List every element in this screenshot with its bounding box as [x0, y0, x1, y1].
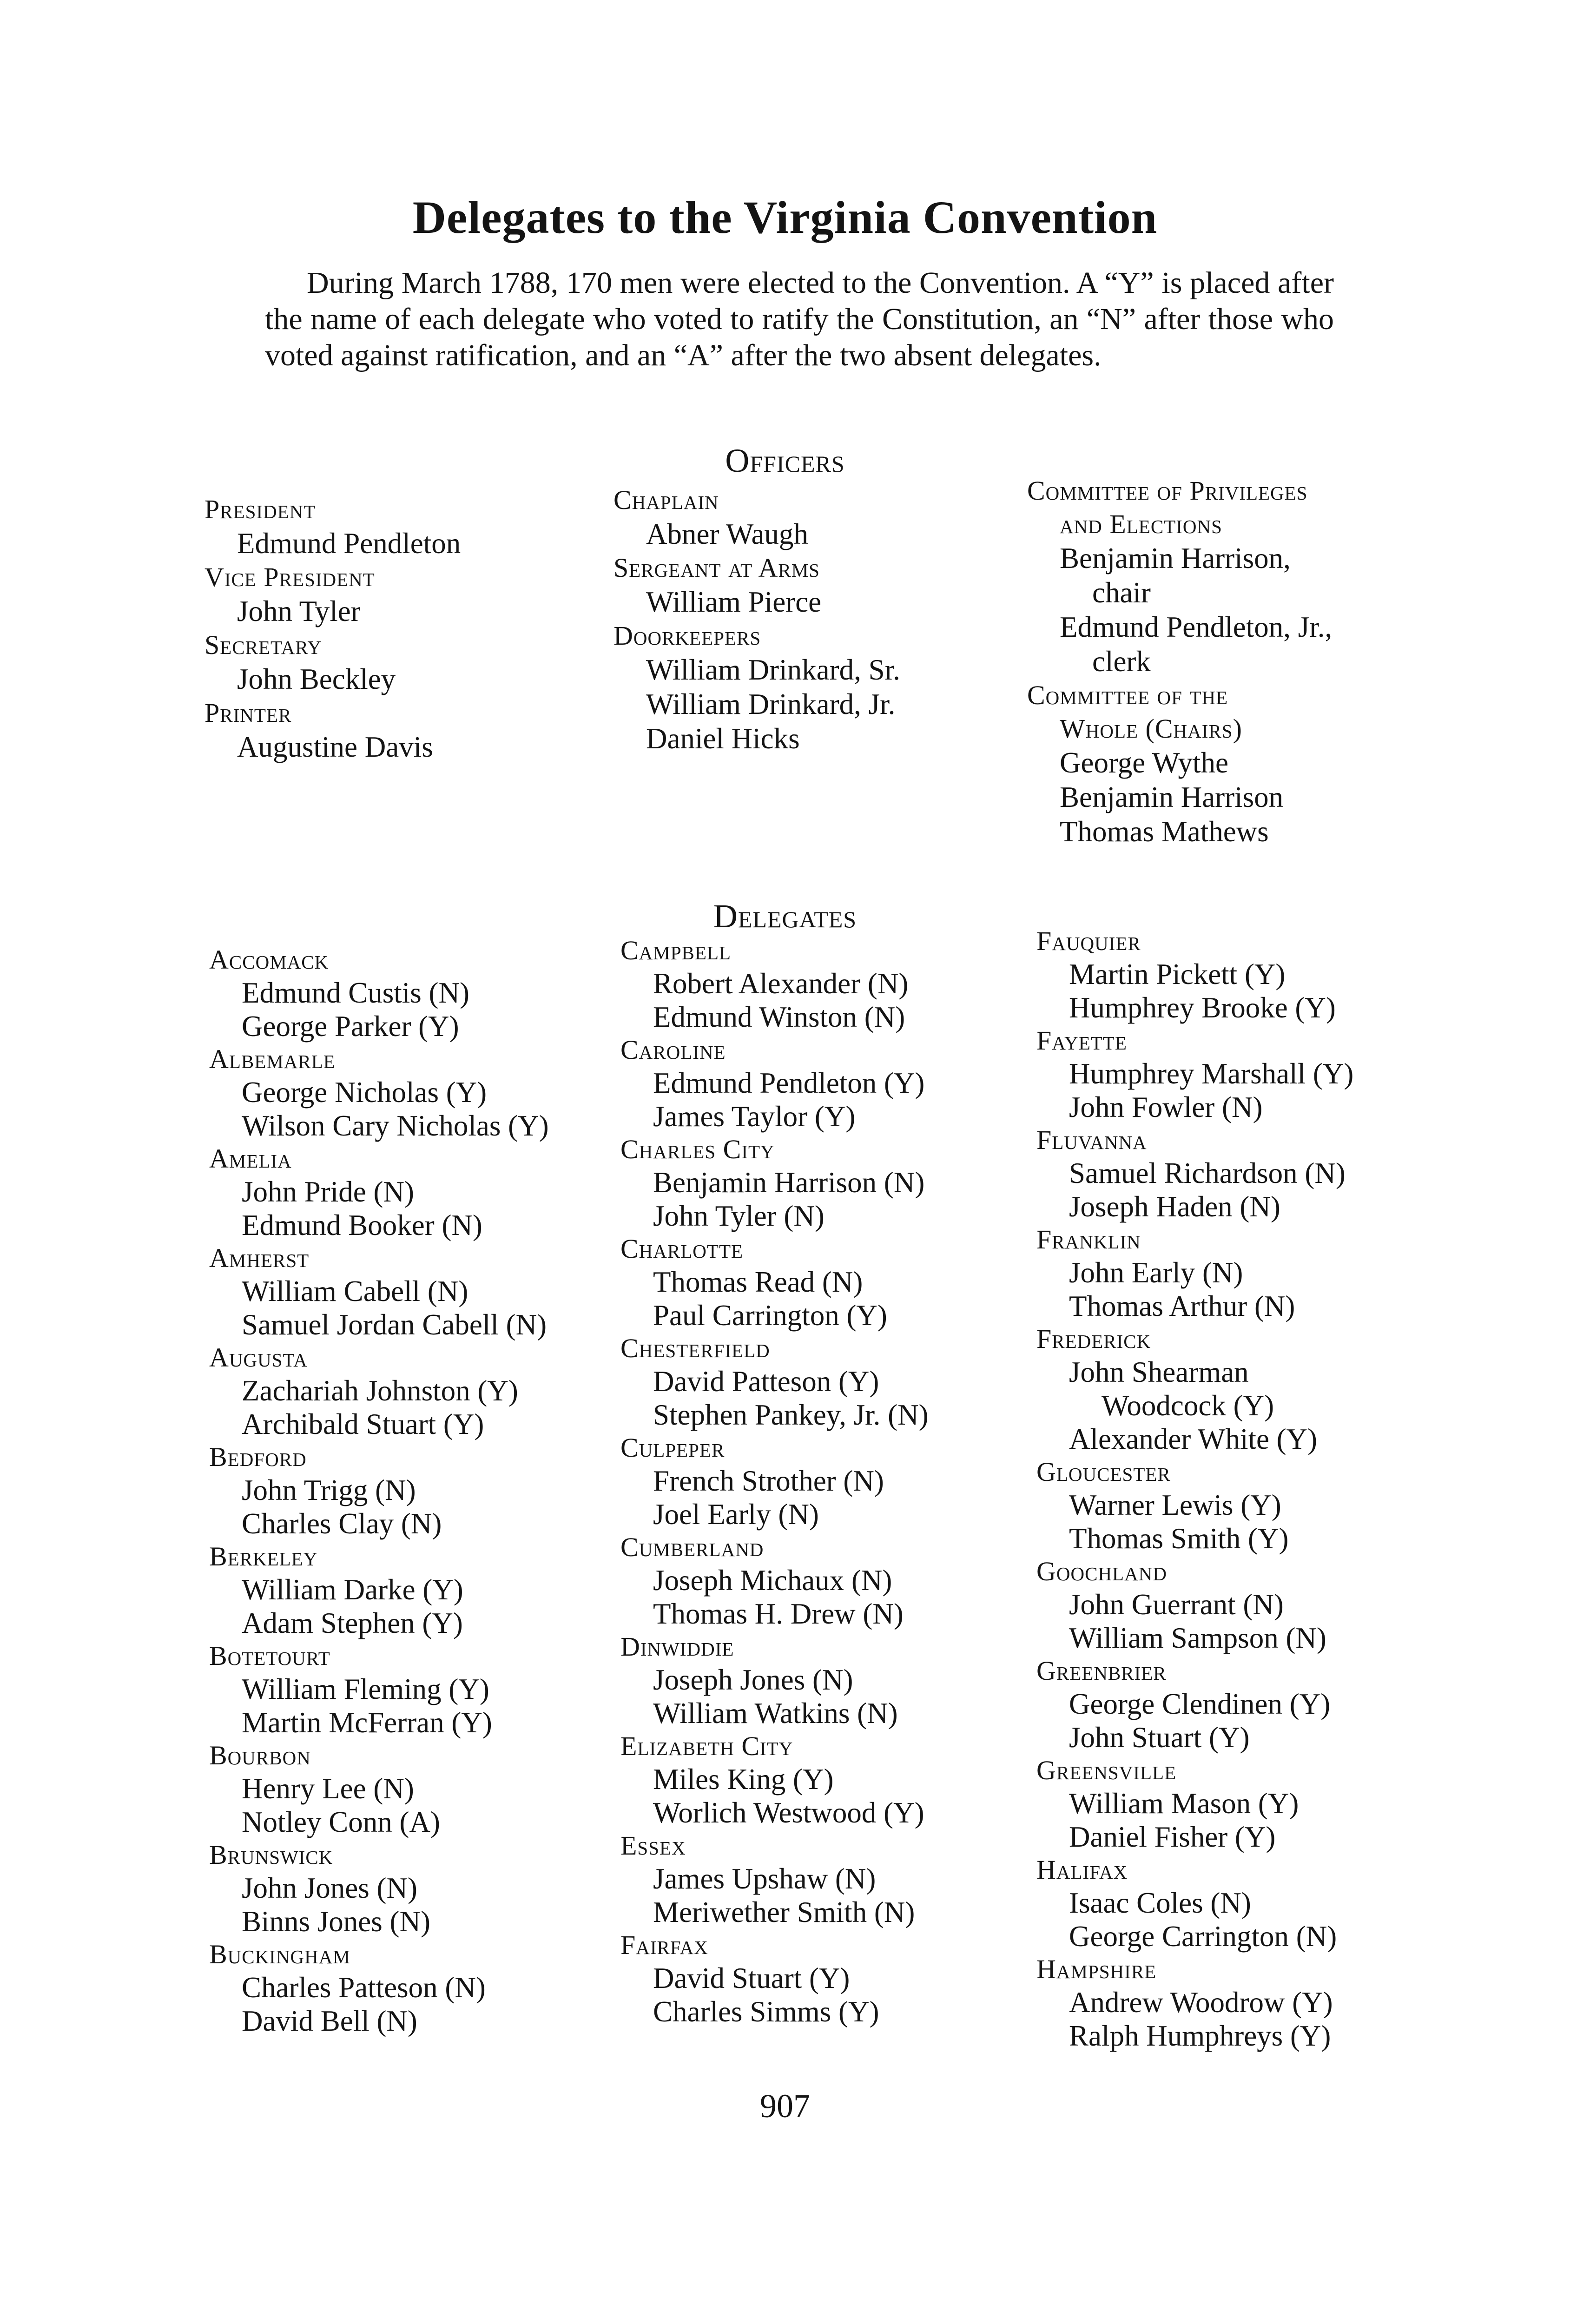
delegate-name: William Mason (Y) [1069, 1787, 1299, 1820]
delegates-col-3 [1036, 925, 1353, 2053]
delegate-name: Wilson Cary Nicholas (Y) [242, 1109, 549, 1142]
delegate-name: Ralph Humphreys (Y) [1069, 2020, 1331, 2052]
officer-name: William Pierce [646, 586, 822, 618]
county-name: Amelia [209, 1143, 292, 1174]
county-name: Hampshire [1036, 1954, 1157, 1984]
county-name: Dinwiddie [620, 1631, 734, 1662]
county-name: Bedford [209, 1442, 307, 1472]
county-name: Frederick [1036, 1324, 1151, 1354]
officer-name: Augustine Davis [237, 731, 433, 763]
delegate-name: Daniel Fisher (Y) [1069, 1821, 1276, 1853]
county-name: Elizabeth City [620, 1731, 793, 1761]
delegate-name: Thomas Smith (Y) [1069, 1522, 1289, 1555]
delegate-name: Adam Stephen (Y) [242, 1607, 463, 1639]
county-name: Franklin [1036, 1224, 1141, 1254]
officer-name: Abner Waugh [646, 518, 808, 550]
county-name: Bourbon [209, 1740, 311, 1770]
committee-member: Benjamin Harrison, [1060, 542, 1291, 574]
officer-label: Printer [204, 698, 292, 728]
officer-label: Doorkeepers [613, 621, 761, 651]
officer-label: Sergeant at Arms [613, 553, 820, 583]
county-name: Goochland [1036, 1556, 1167, 1586]
county-name: Albemarle [209, 1044, 336, 1074]
delegate-name: Joel Early (N) [653, 1498, 819, 1531]
delegate-name: George Nicholas (Y) [242, 1076, 487, 1109]
delegate-name: James Upshaw (N) [653, 1862, 876, 1895]
delegate-name: Edmund Booker (N) [242, 1209, 482, 1241]
delegate-name: David Patteson (Y) [653, 1365, 879, 1398]
officer-label: Secretary [204, 630, 322, 660]
county-name: Gloucester [1036, 1457, 1171, 1487]
officer-name: Daniel Hicks [646, 722, 800, 755]
county-name: Essex [620, 1830, 686, 1861]
delegate-name: John Tyler (N) [653, 1200, 825, 1232]
delegate-name: Worlich Westwood (Y) [653, 1796, 924, 1829]
committee-label: Committee of Privileges [1027, 475, 1308, 506]
officers-heading: Officers [725, 442, 845, 479]
delegate-name: Joseph Haden (N) [1069, 1190, 1280, 1223]
delegate-name: David Stuart (Y) [653, 1962, 850, 1994]
delegate-name: Joseph Michaux (N) [653, 1564, 892, 1597]
county-name: Halifax [1036, 1855, 1128, 1885]
delegate-name: James Taylor (Y) [653, 1100, 856, 1133]
delegate-name: John Fowler (N) [1069, 1091, 1263, 1123]
delegate-name: John Stuart (Y) [1069, 1721, 1250, 1754]
committee-member: Thomas Mathews [1060, 815, 1269, 848]
delegate-name: Edmund Custis (N) [242, 977, 470, 1009]
committee-member: clerk [1092, 645, 1151, 678]
delegate-name: Henry Lee (N) [242, 1772, 414, 1805]
delegate-name: Humphrey Marshall (Y) [1069, 1057, 1354, 1090]
officers-col-1 [204, 493, 461, 764]
delegate-name: George Parker (Y) [242, 1010, 459, 1043]
officers-col-2 [613, 483, 900, 756]
delegate-name: Humphrey Brooke (Y) [1069, 991, 1336, 1024]
county-name: Cumberland [620, 1532, 764, 1562]
committee-member: chair [1092, 576, 1151, 609]
county-name: Fauquier [1036, 926, 1141, 956]
delegate-name: Thomas Arthur (N) [1069, 1290, 1295, 1322]
delegate-name: Martin McFerran (Y) [242, 1706, 492, 1739]
delegates-col-1 [209, 944, 549, 2038]
delegate-name: George Clendinen (Y) [1069, 1688, 1331, 1720]
county-name: Amherst [209, 1243, 310, 1273]
delegate-name: George Carrington (N) [1069, 1920, 1337, 1953]
page-title: Delegates to the Virginia Convention [412, 191, 1158, 243]
delegate-name: David Bell (N) [242, 2005, 417, 2037]
committee-member: Edmund Pendleton, Jr., [1060, 611, 1333, 643]
delegate-name: John Guerrant (N) [1069, 1588, 1284, 1621]
delegate-name: Charles Clay (N) [242, 1507, 442, 1540]
county-name: Berkeley [209, 1541, 318, 1571]
committee-member: George Wythe [1060, 746, 1229, 779]
delegate-name: Zachariah Johnston (Y) [242, 1374, 518, 1407]
delegate-name: John Early (N) [1069, 1256, 1243, 1289]
delegates-col-2 [620, 934, 929, 2028]
committee-label: Whole (Chairs) [1060, 713, 1242, 744]
delegate-name: Andrew Woodrow (Y) [1069, 1986, 1333, 2019]
county-name: Charles City [620, 1134, 775, 1164]
delegate-name: Edmund Winston (N) [653, 1001, 905, 1033]
officer-name: William Drinkard, Sr. [646, 654, 900, 686]
delegate-name: Paul Carrington (Y) [653, 1299, 887, 1332]
delegate-name-continuation: Woodcock (Y) [1102, 1389, 1274, 1422]
delegate-name: Samuel Jordan Cabell (N) [242, 1308, 547, 1341]
delegate-name: Benjamin Harrison (N) [653, 1166, 925, 1199]
county-name: Charlotte [620, 1234, 744, 1264]
delegate-name: John Trigg (N) [242, 1474, 416, 1506]
intro-paragraph [265, 265, 1334, 374]
delegate-name: William Cabell (N) [242, 1275, 468, 1307]
county-name: Chesterfield [620, 1333, 770, 1363]
delegates-heading: Delegates [713, 898, 857, 935]
delegate-name: Thomas Read (N) [653, 1266, 863, 1298]
county-name: Greensville [1036, 1755, 1177, 1785]
county-name: Fairfax [620, 1930, 708, 1960]
delegate-name: Alexander White (Y) [1069, 1423, 1318, 1455]
officer-name: Edmund Pendleton [237, 527, 461, 560]
delegate-name: John Shearman [1069, 1356, 1249, 1388]
delegate-name: William Watkins (N) [653, 1697, 898, 1730]
delegate-name: John Jones (N) [242, 1872, 417, 1904]
delegate-name: French Strother (N) [653, 1465, 884, 1497]
delegate-name: William Fleming (Y) [242, 1673, 489, 1705]
county-name: Botetourt [209, 1641, 330, 1671]
delegate-name: John Pride (N) [242, 1175, 414, 1208]
delegate-name: Isaac Coles (N) [1069, 1887, 1251, 1919]
delegate-name: Martin Pickett (Y) [1069, 958, 1286, 990]
delegate-name: Binns Jones (N) [242, 1905, 430, 1938]
county-name: Greenbrier [1036, 1656, 1167, 1686]
officer-name: John Beckley [237, 663, 396, 695]
delegate-name: Miles King (Y) [653, 1763, 834, 1796]
officer-name: William Drinkard, Jr. [646, 688, 896, 720]
county-name: Fayette [1036, 1025, 1127, 1056]
committee-label: and Elections [1060, 509, 1222, 539]
delegate-name: Charles Patteson (N) [242, 1971, 486, 2004]
delegate-name: Stephen Pankey, Jr. (N) [653, 1399, 929, 1431]
county-name: Buckingham [209, 1939, 350, 1969]
county-name: Augusta [209, 1342, 308, 1373]
county-name: Campbell [620, 935, 732, 965]
delegate-name: Charles Simms (Y) [653, 1995, 879, 2028]
delegate-name: Edmund Pendleton (Y) [653, 1067, 925, 1099]
delegate-name: Archibald Stuart (Y) [242, 1408, 484, 1440]
officer-label: President [204, 494, 316, 524]
county-name: Brunswick [209, 1840, 333, 1870]
officer-label: Vice President [204, 562, 375, 592]
county-name: Fluvanna [1036, 1125, 1147, 1155]
county-name: Culpeper [620, 1433, 725, 1463]
delegate-name: William Sampson (N) [1069, 1622, 1326, 1654]
page-number: 907 [760, 2087, 810, 2125]
delegate-name: Joseph Jones (N) [653, 1664, 853, 1696]
committee-member: Benjamin Harrison [1060, 781, 1284, 813]
officer-name: John Tyler [237, 595, 361, 627]
county-name: Accomack [209, 944, 329, 975]
intro-text: During March 1788, 170 men were elected to the Convention. A “Y” is placed after the name of each delegate who voted to ratify the Constitution, an “N” after those who voted against ratification, and an “A” after the two absent delegates. [265, 266, 1334, 372]
officer-label: Chaplain [613, 485, 719, 515]
delegate-name: Meriwether Smith (N) [653, 1896, 915, 1928]
delegate-name: Warner Lewis (Y) [1069, 1489, 1281, 1521]
officers-col-3 [1027, 474, 1332, 849]
delegate-name: Notley Conn (A) [242, 1806, 440, 1838]
delegate-name: Thomas H. Drew (N) [653, 1598, 904, 1630]
committee-label: Committee of the [1027, 680, 1228, 710]
delegate-name: William Darke (Y) [242, 1573, 463, 1606]
delegate-name: Robert Alexander (N) [653, 967, 909, 1000]
delegate-name: Samuel Richardson (N) [1069, 1157, 1346, 1189]
county-name: Caroline [620, 1035, 726, 1065]
